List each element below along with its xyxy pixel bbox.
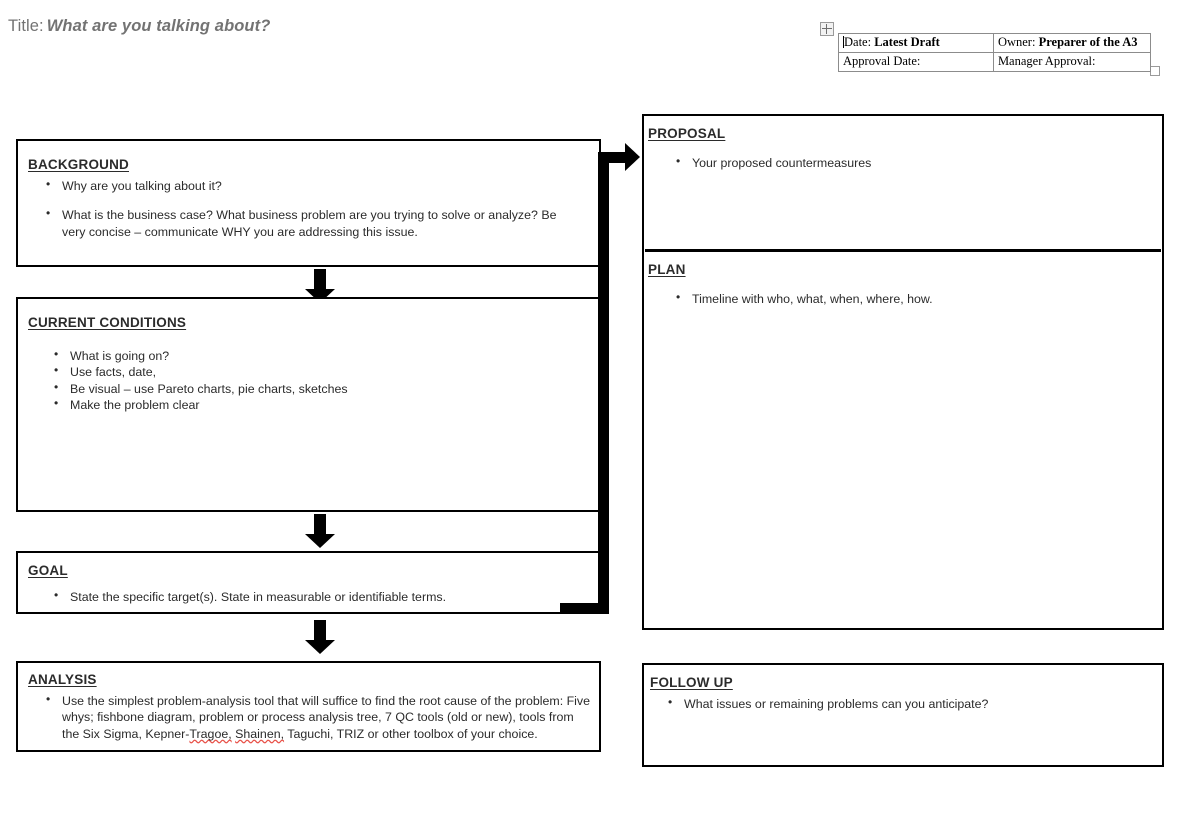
connector-bracket-arrow-head-icon [625,143,640,171]
list-item: • Make the problem clear [46,397,586,413]
arrow-current-conditions-to-goal [305,514,335,548]
connector-bracket-arrow-shaft [609,152,626,163]
divider-proposal-plan [645,249,1161,252]
manager-approval-cell[interactable] [993,53,1150,72]
date-cell[interactable] [839,34,994,53]
list-item: • Why are you talking about it? [38,178,583,194]
plan-bullet-list [668,291,1148,307]
section-heading-current-conditions: CURRENT CONDITIONS [28,315,187,330]
section-heading-proposal: PROPOSAL [648,126,726,141]
header-info-table [838,33,1151,72]
owner-label: Owner: [997,35,1036,50]
section-background [16,139,601,267]
list-item: • Be visual – use Pareto charts, pie charts, sketches [46,381,586,397]
table-move-handle-icon[interactable] [820,22,834,36]
section-heading-follow-up: FOLLOW UP [650,675,733,690]
misspelled-word-tragoe: Tragoe, [189,726,232,741]
date-label: Date: [844,35,872,50]
list-item: • What is going on? [46,348,586,364]
header-info-table-wrapper [838,33,1151,72]
current-conditions-bullet-list [46,348,586,414]
page-title-label: Title: [8,17,44,35]
section-heading-background: BACKGROUND [28,157,129,172]
section-proposal-plan-container [642,114,1164,630]
list-item: • Timeline with who, what, when, where, how. [668,291,1148,307]
analysis-text-part3: Taguchi, TRIZ or other toolbox of your choice. [284,726,538,741]
page-title [8,17,270,36]
section-plan [648,262,1158,307]
section-goal [16,551,601,614]
page-title-value: What are you talking about? [46,17,271,35]
section-current-conditions [16,297,601,512]
owner-cell[interactable] [993,34,1150,53]
section-analysis [16,661,601,752]
list-item: • What is the business case? What business problem are you trying to solve or analyze? Be very concise – communicate WHY you are addressing this issue. [38,207,583,240]
section-heading-analysis: ANALYSIS [28,672,97,687]
analysis-bullet-list [38,693,594,742]
misspelled-word-shainen: Shainen, [235,726,285,741]
analysis-text-part1: Use the simplest problem-analysis tool that will suffice to find the root cause of the problem: Five whys; fishbone diagram, problem or process analysis tree, 7 QC tools (old or new), tools from the Six Sigma, Kepner- [62,694,590,741]
table-row [839,34,1151,53]
list-item: • Use facts, date, [46,364,586,380]
manager-approval-label: Manager Approval: [997,54,1096,69]
list-item: • What issues or remaining problems can you anticipate? [660,696,1140,712]
list-item: • State the specific target(s). State in measurable or identifiable terms. [46,589,586,605]
owner-value: Preparer of the A3 [1038,35,1138,50]
section-follow-up [642,663,1164,767]
proposal-bullet-list [668,155,1148,171]
table-row [839,53,1151,72]
follow-up-bullet-list [660,696,1140,712]
date-value: Latest Draft [874,35,940,50]
section-heading-goal: GOAL [28,563,68,578]
table-resize-handle-icon[interactable] [1150,66,1160,76]
list-item [38,693,594,742]
approval-date-cell[interactable] [839,53,994,72]
section-proposal [648,126,1158,171]
section-heading-plan: PLAN [648,262,686,277]
arrow-goal-to-analysis [305,620,335,654]
connector-bracket-vertical [598,152,609,614]
background-bullet-list [38,178,583,240]
approval-date-label: Approval Date: [843,54,921,69]
goal-bullet-list [46,589,586,605]
list-item: • Your proposed countermeasures [668,155,1148,171]
